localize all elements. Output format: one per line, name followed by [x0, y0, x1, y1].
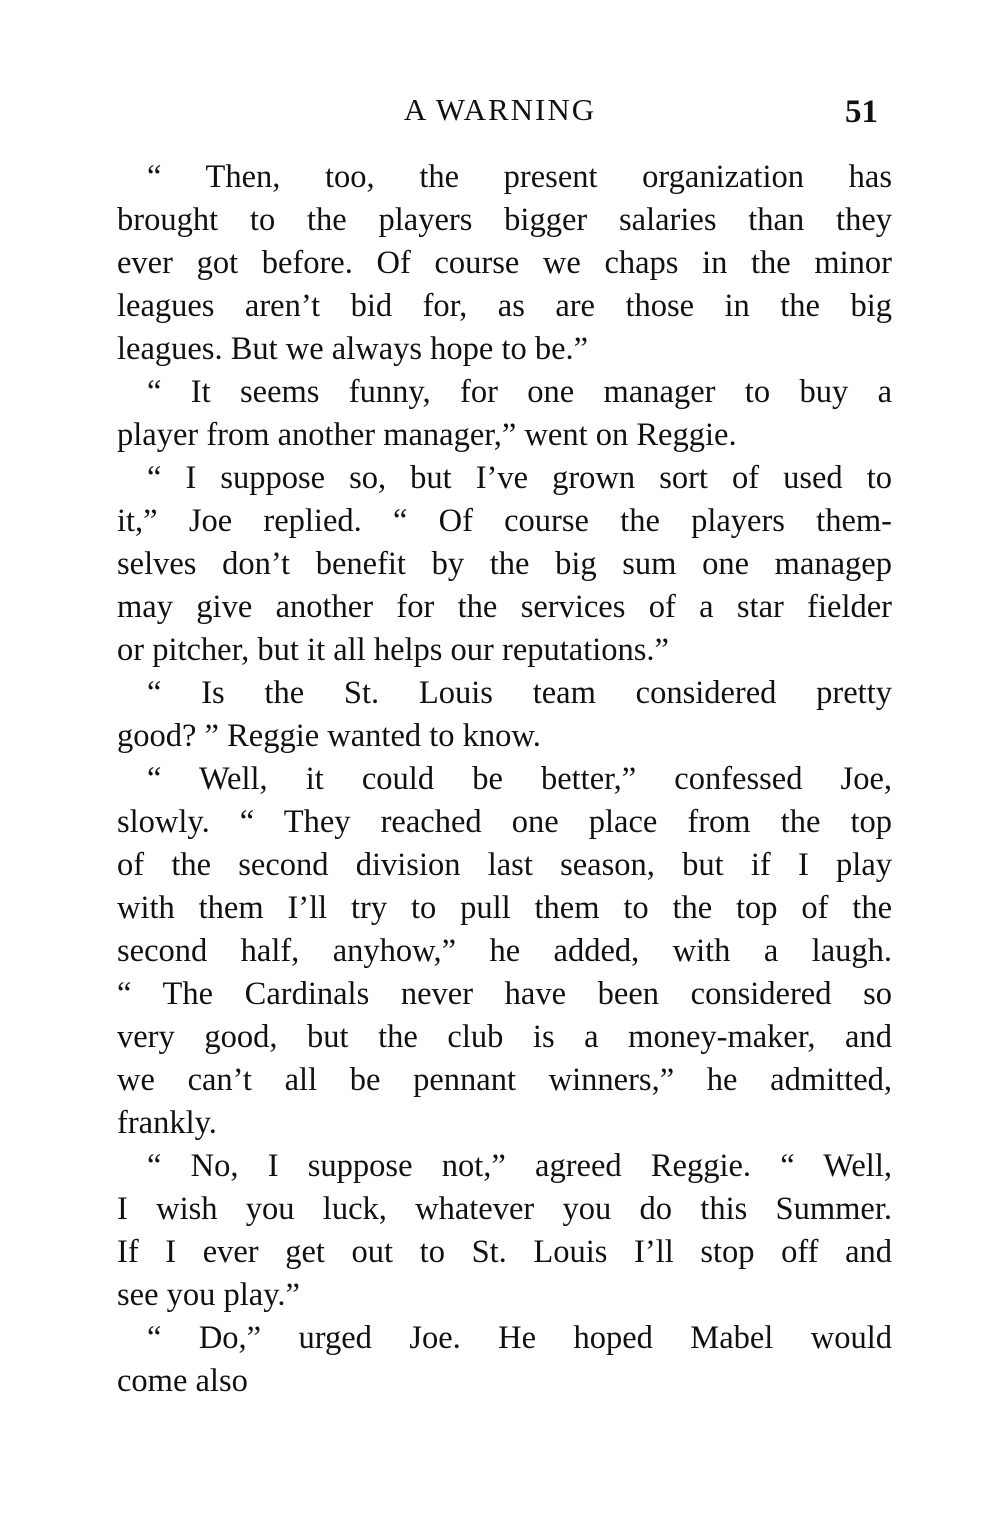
text-line: second half, anyhow,” he added, with a laugh.	[117, 933, 892, 969]
text-line: with them I’ll try to pull them to the top of the	[117, 890, 892, 926]
text-line: see you play.”	[117, 1277, 300, 1313]
text-line: brought to the players bigger salaries than they	[117, 202, 892, 238]
text-line: may give another for the services of a star fielder	[117, 589, 892, 625]
text-line: we can’t all be pennant winners,” he admitted,	[117, 1062, 892, 1098]
text-line: ever got before. Of course we chaps in the minor	[117, 245, 892, 281]
text-line: If I ever get out to St. Louis I’ll stop off and	[117, 1234, 892, 1270]
text-line: come also	[117, 1363, 248, 1399]
text-line: “ The Cardinals never have been considered so	[117, 976, 892, 1012]
text-line: “ I suppose so, but I’ve grown sort of used to	[147, 460, 892, 496]
page-number: 51	[845, 94, 878, 130]
text-line: “ No, I suppose not,” agreed Reggie. “ Well,	[147, 1148, 892, 1184]
running-head	[0, 88, 1000, 132]
text-line: “ Then, too, the present organization has	[147, 159, 892, 195]
text-line: very good, but the club is a money-maker, and	[117, 1019, 892, 1055]
text-line: “ It seems funny, for one manager to buy a	[147, 374, 892, 410]
text-line: or pitcher, but it all helps our reputations.”	[117, 632, 669, 668]
text-line: slowly. “ They reached one place from the top	[117, 804, 892, 840]
text-line: frankly.	[117, 1105, 217, 1141]
text-line: good? ” Reggie wanted to know.	[117, 718, 541, 754]
text-line: selves don’t benefit by the big sum one managep	[117, 546, 892, 582]
text-line: “ Well, it could be better,” confessed Joe,	[147, 761, 892, 797]
text-line: I wish you luck, whatever you do this Summer.	[117, 1191, 892, 1227]
text-line: leagues. But we always hope to be.”	[117, 331, 589, 367]
text-line: it,” Joe replied. “ Of course the players them-	[117, 503, 892, 539]
running-title: A WARNING	[403, 92, 597, 127]
text-line: leagues aren’t bid for, as are those in the big	[117, 288, 892, 324]
text-line: player from another manager,” went on Reggie.	[117, 417, 737, 453]
text-line: “ Is the St. Louis team considered pretty	[147, 675, 892, 711]
body-text	[117, 156, 892, 1403]
text-line: “ Do,” urged Joe. He hoped Mabel would	[147, 1320, 892, 1356]
text-line: of the second division last season, but if I play	[117, 847, 892, 883]
